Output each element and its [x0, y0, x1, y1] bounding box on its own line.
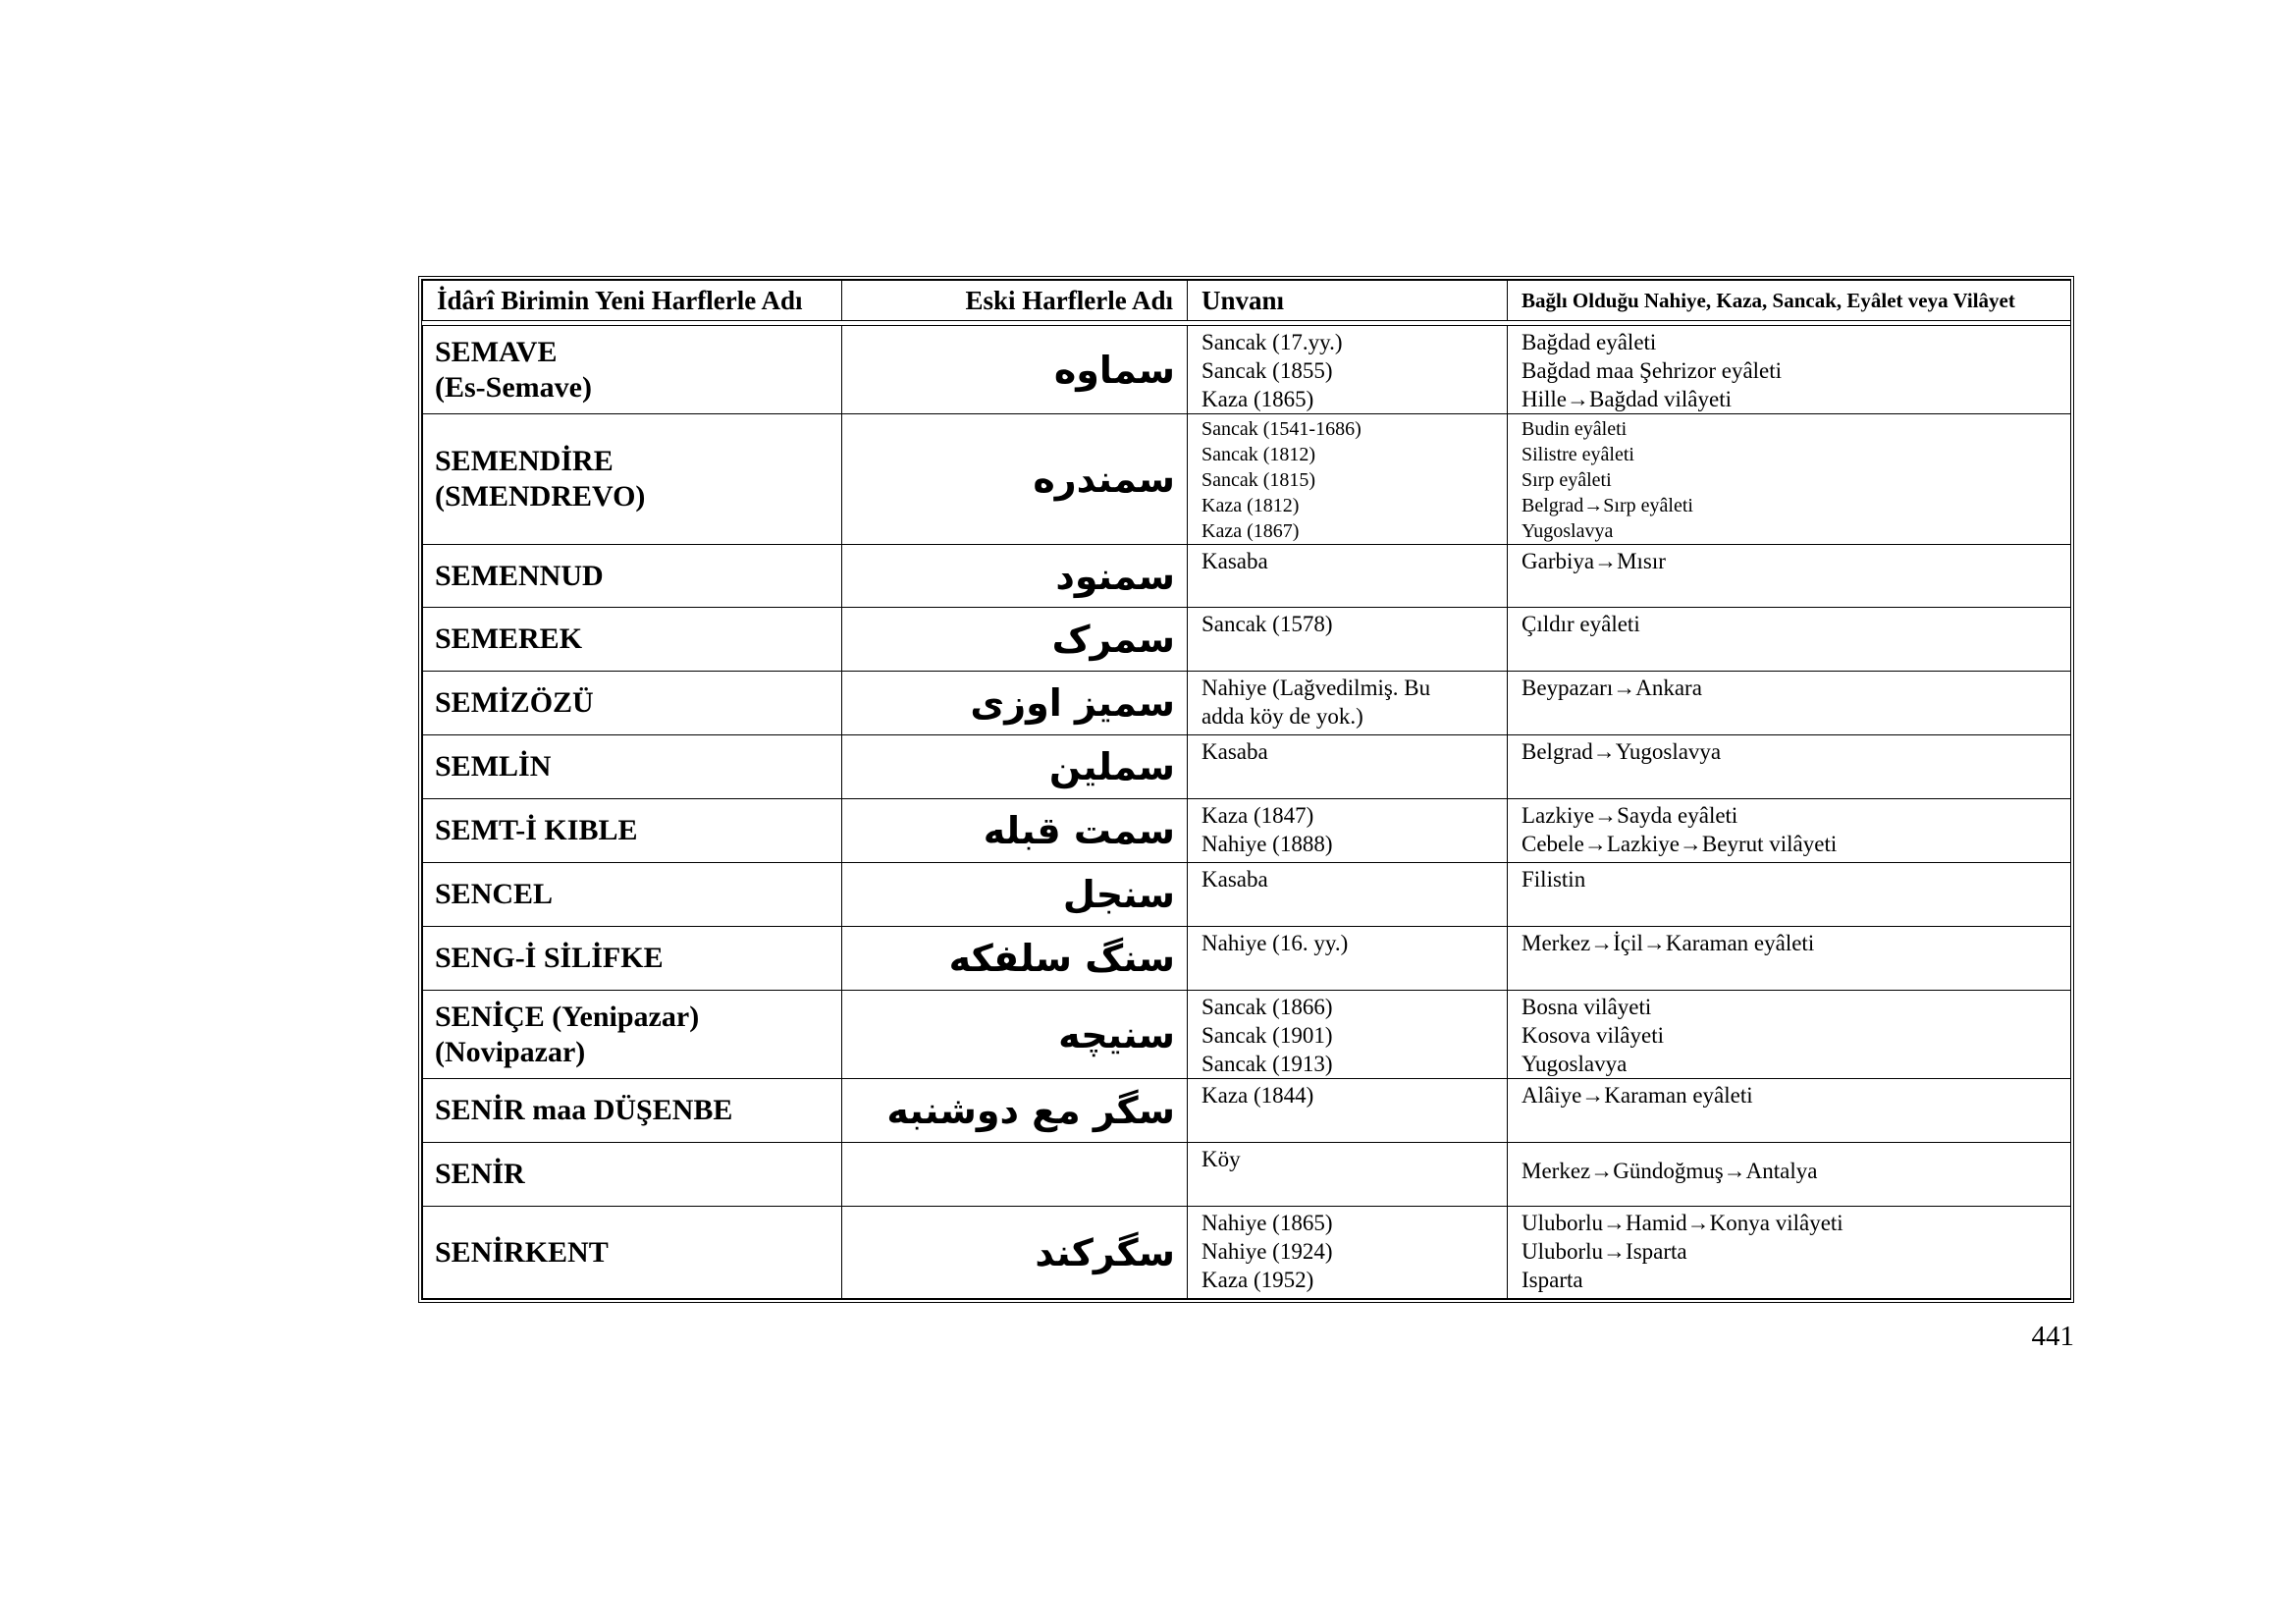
unit-affiliation-line: Silistre eyâleti [1522, 444, 1634, 465]
unit-affiliation-line: Bağdad eyâleti [1522, 330, 1657, 354]
unit-affiliation-line: Sırp eyâleti [1522, 469, 1612, 491]
unit-titles [1188, 1143, 1508, 1207]
unit-new-name [423, 1143, 842, 1207]
unit-affiliations [1508, 672, 2071, 735]
page-number: 441 [2031, 1321, 2074, 1352]
unit-affiliation-line: Garbiya→Mısır [1522, 549, 1666, 573]
unit-old-name [842, 1143, 1188, 1207]
unit-old-name: سماوه [842, 326, 1188, 414]
unit-old-name: سنگ سلفكه [842, 927, 1188, 991]
unit-affiliation-line: Yugoslavya [1522, 1052, 1628, 1076]
unit-affiliation-line: Uluborlu→Isparta [1522, 1239, 1687, 1264]
unit-new-name-line: SENİR maa DÜŞENBE [435, 1094, 733, 1126]
unit-affiliation-line: Isparta [1522, 1268, 1583, 1292]
unit-new-name-line: SEMAVE [435, 335, 558, 368]
unit-new-name [423, 1079, 842, 1143]
unit-new-name [423, 672, 842, 735]
unit-affiliations [1508, 608, 2071, 672]
header-old-name: Eski Harflerle Adı [842, 281, 1188, 321]
unit-affiliation-line: Yugoslavya [1522, 520, 1614, 542]
unit-titles [1188, 545, 1508, 608]
unit-title-line: Sancak (1913) [1201, 1052, 1333, 1076]
unit-titles [1188, 1079, 1508, 1143]
unit-titles [1188, 927, 1508, 991]
unit-new-name [423, 414, 842, 545]
table-row [423, 1079, 2071, 1143]
table-row [423, 414, 2071, 545]
unit-title-line: adda köy de yok.) [1201, 704, 1363, 729]
unit-new-name-line: (SMENDREVO) [435, 480, 646, 513]
unit-title-line: Kasaba [1201, 867, 1268, 892]
unit-affiliation-line: Kosova vilâyeti [1522, 1023, 1664, 1048]
unit-affiliation-line: Merkez→İçil→Karaman eyâleti [1522, 931, 1815, 955]
table-body [423, 321, 2071, 1299]
table-row [423, 863, 2071, 927]
table-row [423, 799, 2071, 863]
unit-affiliation-line: Çıldır eyâleti [1522, 612, 1640, 636]
unit-new-name-line: SENCEL [435, 878, 554, 910]
unit-old-name: سنيچه [842, 991, 1188, 1079]
unit-title-line: Kaza (1844) [1201, 1083, 1314, 1108]
unit-affiliations [1508, 1079, 2071, 1143]
unit-titles [1188, 672, 1508, 735]
unit-old-name: سملين [842, 735, 1188, 799]
unit-new-name-line: SENİÇE (Yenipazar) [435, 1000, 700, 1033]
unit-titles [1188, 608, 1508, 672]
table-row [423, 672, 2071, 735]
unit-old-name: سمندره [842, 414, 1188, 545]
unit-old-name: سنجل [842, 863, 1188, 927]
unit-title-line: Kasaba [1201, 549, 1268, 573]
unit-old-name: سگر مع دوشنبه [842, 1079, 1188, 1143]
unit-title-line: Kaza (1847) [1201, 803, 1314, 828]
unit-new-name-line: SEMENNUD [435, 559, 604, 592]
unit-affiliation-line: Merkez→Gündoğmuş→Antalya [1522, 1159, 1818, 1183]
unit-new-name-line: SEMİZÖZÜ [435, 686, 594, 719]
unit-title-line: Nahiye (16. yy.) [1201, 931, 1349, 955]
unit-title-line: Köy [1201, 1147, 1241, 1171]
unit-titles [1188, 863, 1508, 927]
unit-titles [1188, 799, 1508, 863]
unit-new-name [423, 608, 842, 672]
unit-title-line: Nahiye (1865) [1201, 1211, 1333, 1235]
unit-affiliation-line: Belgrad→Sırp eyâleti [1522, 495, 1693, 516]
unit-title-line: Sancak (1855) [1201, 358, 1333, 383]
unit-old-name: سگركند [842, 1207, 1188, 1299]
unit-affiliation-line: Hille→Bağdad vilâyeti [1522, 387, 1732, 411]
unit-affiliation-line: Beypazarı→Ankara [1522, 676, 1702, 700]
table-row [423, 545, 2071, 608]
unit-title-line: Sancak (1815) [1201, 469, 1316, 491]
unit-affiliations [1508, 1207, 2071, 1299]
unit-affiliations [1508, 414, 2071, 545]
unit-title-line: Kaza (1867) [1201, 520, 1300, 542]
unit-new-name-line: SEMLİN [435, 750, 552, 783]
unit-new-name [423, 326, 842, 414]
unit-affiliations [1508, 735, 2071, 799]
header-title: Unvanı [1188, 281, 1508, 321]
table-row [423, 1207, 2071, 1299]
unit-title-line: Sancak (1541-1686) [1201, 418, 1362, 440]
table-row [423, 927, 2071, 991]
unit-new-name-line: SENG-İ SİLİFKE [435, 942, 664, 974]
admin-units-table [422, 280, 2071, 1299]
unit-affiliation-line: Lazkiye→Sayda eyâleti [1522, 803, 1738, 828]
unit-title-line: Kaza (1865) [1201, 387, 1314, 411]
unit-title-line: Sancak (1866) [1201, 995, 1333, 1019]
unit-new-name-line: SEMEREK [435, 623, 583, 655]
unit-affiliations [1508, 545, 2071, 608]
unit-title-line: Sancak (1812) [1201, 444, 1316, 465]
table-row [423, 991, 2071, 1079]
unit-affiliation-line: Bosna vilâyeti [1522, 995, 1652, 1019]
unit-affiliation-line: Belgrad→Yugoslavya [1522, 739, 1722, 764]
unit-title-line: Sancak (1901) [1201, 1023, 1333, 1048]
admin-units-table-frame [418, 276, 2074, 1303]
unit-title-line: Sancak (1578) [1201, 612, 1333, 636]
unit-titles [1188, 991, 1508, 1079]
unit-new-name [423, 927, 842, 991]
unit-affiliations [1508, 991, 2071, 1079]
unit-new-name-line: SEMT-İ KIBLE [435, 814, 638, 846]
unit-title-line: Kaza (1952) [1201, 1268, 1314, 1292]
unit-title-line: Kasaba [1201, 739, 1268, 764]
unit-new-name [423, 1207, 842, 1299]
unit-titles [1188, 735, 1508, 799]
unit-new-name [423, 991, 842, 1079]
unit-affiliations [1508, 326, 2071, 414]
unit-old-name: سمرک [842, 608, 1188, 672]
unit-new-name [423, 863, 842, 927]
unit-new-name [423, 799, 842, 863]
unit-affiliation-line: Alâiye→Karaman eyâleti [1522, 1083, 1753, 1108]
table-row [423, 1143, 2071, 1207]
unit-affiliations [1508, 927, 2071, 991]
unit-old-name: سميز اوزى [842, 672, 1188, 735]
table-row [423, 608, 2071, 672]
unit-title-line: Nahiye (1924) [1201, 1239, 1333, 1264]
unit-affiliation-line: Budin eyâleti [1522, 418, 1628, 440]
unit-title-line: Nahiye (1888) [1201, 832, 1333, 856]
unit-new-name-line: SEMENDİRE [435, 445, 614, 477]
unit-title-line: Nahiye (Lağvedilmiş. Bu [1201, 676, 1431, 700]
table-header-row [423, 281, 2071, 321]
unit-new-name [423, 545, 842, 608]
unit-affiliation-line: Filistin [1522, 867, 1586, 892]
unit-affiliation-line: Uluborlu→Hamid→Konya vilâyeti [1522, 1211, 1843, 1235]
unit-affiliation-line: Cebele→Lazkiye→Beyrut vilâyeti [1522, 832, 1838, 856]
unit-titles [1188, 1207, 1508, 1299]
unit-titles [1188, 414, 1508, 545]
unit-new-name [423, 735, 842, 799]
unit-affiliations [1508, 799, 2071, 863]
unit-old-name: سمنود [842, 545, 1188, 608]
unit-new-name-line: SENİRKENT [435, 1235, 609, 1269]
unit-affiliation-line: Bağdad maa Şehrizor eyâleti [1522, 358, 1783, 383]
unit-affiliations [1508, 863, 2071, 927]
header-new-name: İdârî Birimin Yeni Harflerle Adı [423, 281, 842, 321]
unit-title-line: Kaza (1812) [1201, 495, 1300, 516]
unit-old-name: سمت قبله [842, 799, 1188, 863]
unit-new-name-line: (Novipazar) [435, 1035, 586, 1068]
table-row [423, 735, 2071, 799]
header-affiliation: Bağlı Olduğu Nahiye, Kaza, Sancak, Eyâlet veya Vilâyet [1508, 281, 2071, 321]
unit-new-name-line: (Es-Semave) [435, 370, 592, 404]
unit-new-name-line: SENİR [435, 1158, 525, 1190]
unit-titles [1188, 326, 1508, 414]
unit-title-line: Sancak (17.yy.) [1201, 330, 1343, 354]
unit-affiliations [1508, 1143, 2071, 1207]
table-row [423, 326, 2071, 414]
